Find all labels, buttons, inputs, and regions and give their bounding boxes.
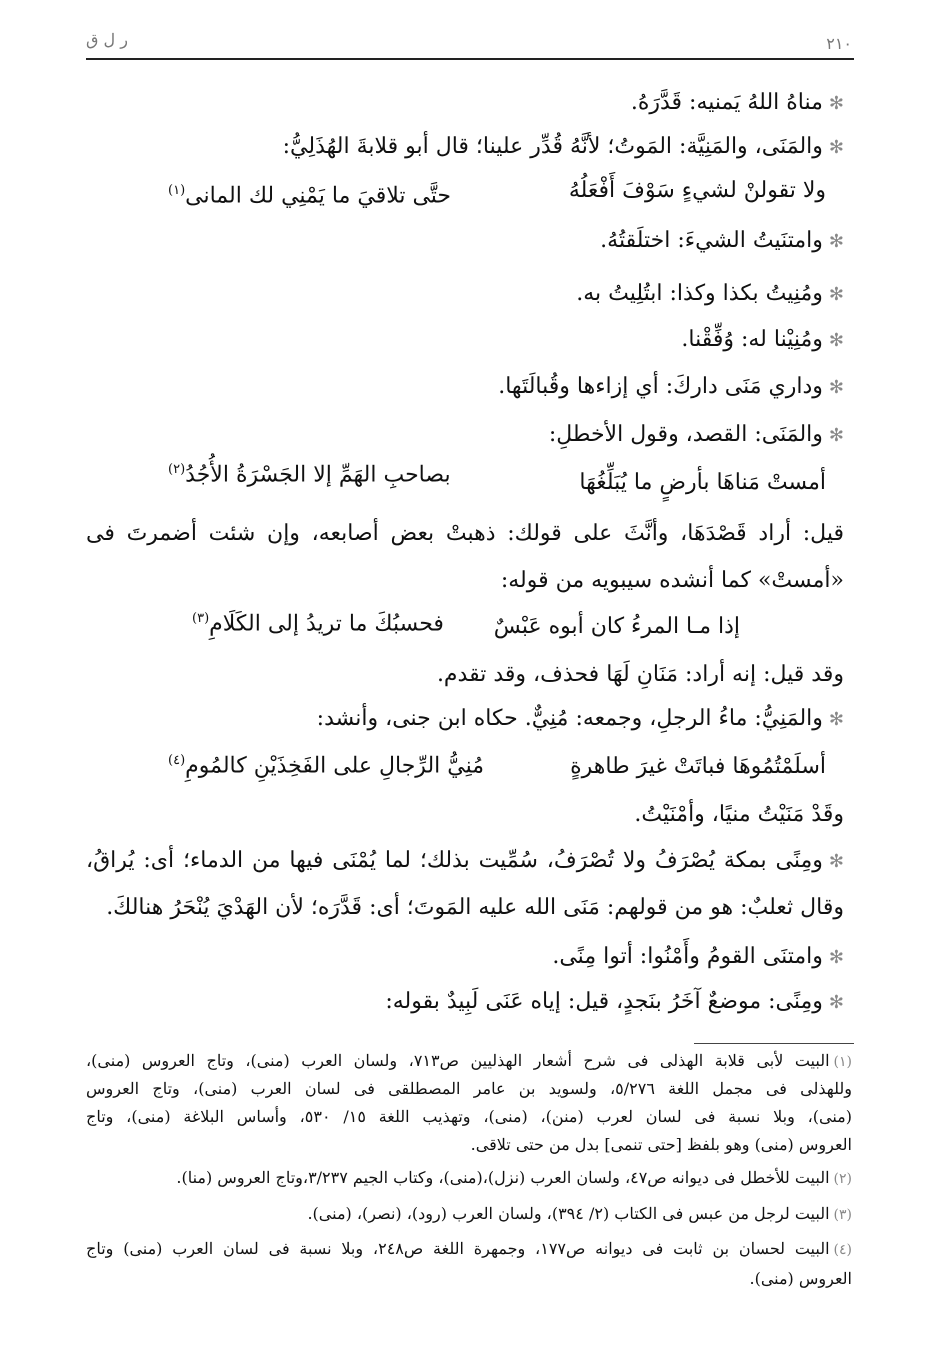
footnote-number: (٢)	[833, 1171, 852, 1187]
bullet-icon: ✻	[828, 284, 844, 305]
footnote-ref: (١)	[168, 183, 186, 198]
entry-line: ✻وامتنَيتُ الشيءَ: اختلَقتُهُ.	[600, 228, 844, 253]
footnote-number: (١)	[833, 1054, 853, 1070]
footnote-ref: (٤)	[168, 753, 186, 768]
text-line: وقال ثعلبٌ: هو من قولهم: مَنَى الله عليه المَوتَ؛ أى: قَدَّرَه؛ لأن الهَدْيَ يُنْحَرُ هنالكَ.	[106, 895, 844, 920]
bullet-icon: ✻	[828, 851, 844, 872]
entry-line: ✻والمَنَى، والمَنِيَّة: المَوتُ؛ لأنَّهُ قُدِّر علينا؛ قال أبو قلابةَ الهُذَلِيُّ:	[282, 134, 844, 159]
footnote-line: وللهذلى فى مجمل اللغة ٥/٢٧٦، ولسويد بن عامر المصطلقى فى لسان العرب (منى)، وتاج العروس	[86, 1079, 853, 1098]
footnote-rule	[694, 1043, 854, 1044]
entry-line: ✻مناهُ اللهُ يَمنيه: قَدَّرَهُ.	[630, 90, 844, 115]
verse-hemistich-first: ولا تقولنْ لشيءٍ سَوْفَ أَفْعَلُهُ	[568, 178, 826, 203]
bullet-icon: ✻	[828, 377, 844, 398]
entry-line: ✻ومِنًى بمكة يُصْرَفُ ولا تُصْرَفُ، سُمِّيت بذلك؛ لما يُمْنَى فيها من الدماء؛ أى: يُراقُ،	[86, 848, 844, 873]
bullet-icon: ✻	[828, 330, 844, 351]
text-line: قيل: أراد قَصْدَهَا، وأنَّثَ على قولك: ذهبتْ بعض أصابعه، وإن شئت أضمرتَ فى	[86, 521, 844, 546]
verse-hemistich-first: أمستْ مَناهَا بأرضٍ ما يُبَلِّغُهَا	[579, 470, 826, 495]
footnote-number: (٤)	[833, 1242, 852, 1258]
verse-hemistich-second: حتَّى تلاقيَ ما يَمْنِي لك المانى$^{(١)}$	[168, 183, 452, 209]
verse-hemistich-second: مُنِيُّ الرِّجالِ على الفَخِذَيْنِ كالمُومِ$^{(٤)}$	[168, 753, 485, 779]
bullet-icon: ✻	[828, 425, 844, 446]
verse-hemistich-second: فحسبُكَ ما تريدُ إلى الكَلَامِ$^{(٣)}$	[192, 611, 444, 637]
page-number: ٢١٠	[826, 34, 852, 53]
bullet-icon: ✻	[828, 947, 844, 968]
bullet-icon: ✻	[828, 137, 844, 158]
entry-line: ✻ومُنِيْنا له: وُفِّقْنا.	[681, 327, 844, 352]
footnote-line: (منى)، وبلا نسبة فى لسان لعرب (منن)، (منى)، وتهذيب اللغة ١٥/ ٥٣٠، وأساس البلاغة (منى)، وتاج	[86, 1107, 852, 1126]
footnote-ref: (٣)	[192, 611, 210, 626]
text-line: وقد قيل: إنه أراد: مَنَانِ لَهَا فحذف، وقد تقدم.	[436, 662, 844, 687]
entry-line: ✻ومِنًى: موضعٌ آخَرُ بنَجدٍ، قيل: إياه عَنَى لَبِيدٌ بقوله:	[385, 989, 844, 1014]
footnote-line: (٢)البيت للأخطل فى ديوانه ص٤٧، ولسان العرب (نزل)،(منى)، وكتاب الجيم ٣/٢٣٧،وتاج العروس (منا).	[176, 1168, 852, 1187]
bullet-icon: ✻	[828, 709, 844, 730]
header-rule	[86, 58, 854, 60]
footnote-line: العروس (منى).	[749, 1269, 852, 1288]
footnote-line: (٣)البيت لرجل من عبس فى الكتاب (٢/ ٣٩٤)، ولسان العرب (رود)، (نصر)، (منى).	[307, 1204, 852, 1223]
verse-hemistich-first: أسلَمْتُمُوهَا فباتَتْ غيرَ طاهرةٍ	[570, 754, 826, 779]
footnote-line: العروس (منى) وهو بلفظ [حتى تنمى] بدل من حتى تلاقى.	[470, 1135, 852, 1154]
running-header: ر ل ق	[86, 30, 128, 49]
text-line: وقَدْ مَنَيْتُ منيًا، وأمْنَيْتُ.	[634, 802, 844, 827]
footnote-line: (٤)البيت لحسان بن ثابت فى ديوانه ص١٧٧، وجمهرة اللغة ص٢٤٨، وبلا نسبة فى لسان العرب (منى) وتاج	[86, 1239, 852, 1258]
text-line: «أمستْ» كما أنشده سيبويه من قوله:	[500, 568, 844, 593]
verse-hemistich-first: إذا مـا المرءُ كان أبوه عَبْسٌ	[493, 614, 740, 639]
entry-line: ✻والمَنِيُّ: ماءُ الرجلِ، وجمعه: مُنِيٌّ. حكاه ابن جنى، وأنشد:	[316, 706, 844, 731]
entry-line: ✻وداري مَنَى داركَ: أي إزاءها وقُبالَتَها.	[498, 374, 844, 399]
bullet-icon: ✻	[828, 231, 844, 252]
entry-line: ✻ومُنِيتُ بكذا وكذا: ابتُلِيتُ به.	[576, 281, 844, 306]
footnote-line: (١)البيت لأبى قلابة الهذلى فى شرح أشعار الهذليين ص٧١٣، ولسان العرب (منى)، وتاج العروس (منى)،	[86, 1051, 853, 1070]
entry-line: ✻وامتنَى القومُ وأَمْنُوا: أتوا مِنًى.	[552, 944, 844, 969]
entry-line: ✻والمَنَى: القصد، وقول الأخطلِ:	[548, 422, 844, 447]
bullet-icon: ✻	[828, 992, 844, 1013]
footnote-number: (٣)	[833, 1207, 852, 1223]
bullet-icon: ✻	[828, 93, 844, 114]
footnote-ref: (٢)	[168, 462, 186, 477]
verse-hemistich-second: بصاحبِ الهَمِّ إلا الجَسْرَةُ الأُجُدُ$^{(٢)}$	[168, 462, 451, 488]
